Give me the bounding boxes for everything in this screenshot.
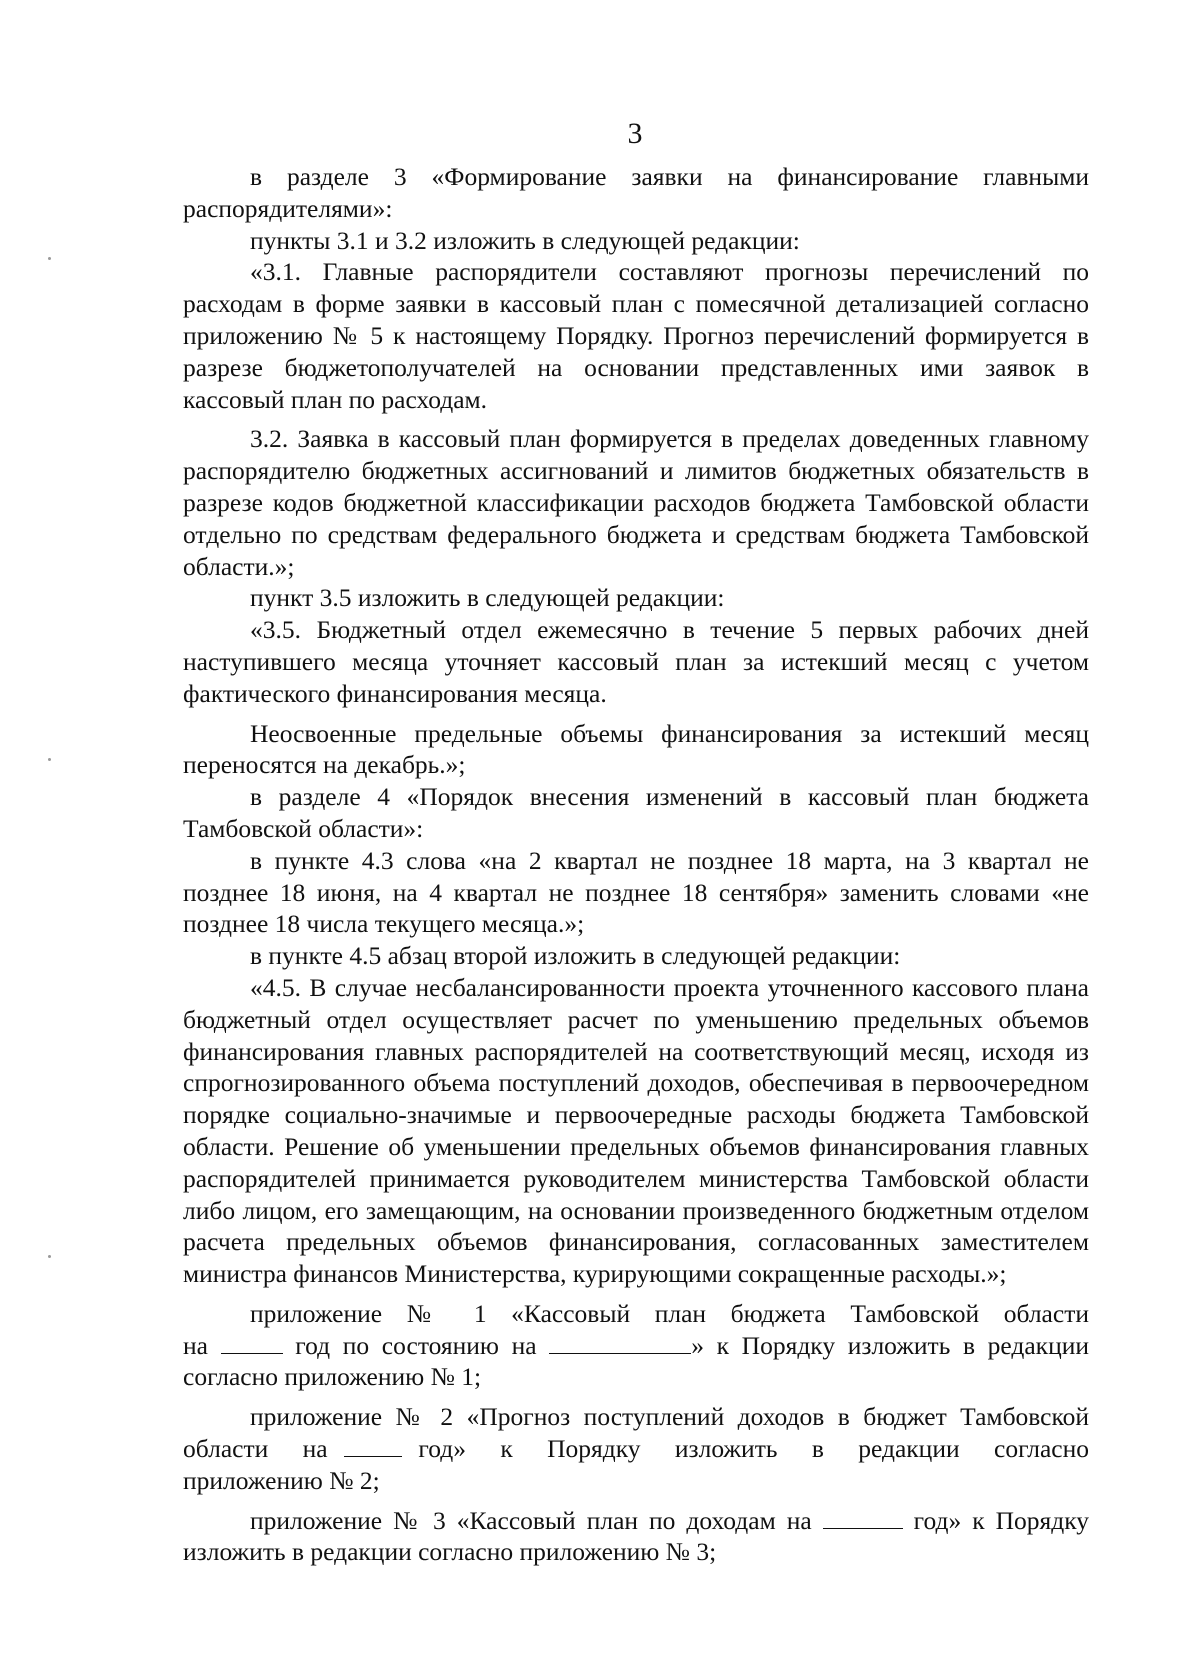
appendix-1-tail: » к Порядку изложить в редакции (691, 1330, 1090, 1360)
paragraph-point-4-3: в пункте 4.3 слова «на 2 квартал не позднее 18 марта, на 3 квартал не позднее 18 июня, на 4 квартал не позднее 18 сентября» заменить словами «не позднее 18 числа текущего месяца.»; (183, 845, 1089, 939)
paragraph-appendix-1 (183, 1298, 1089, 1393)
appendix-3-head: приложение № 3 «Кассовый план по доходам на (250, 1505, 812, 1535)
page-number: 3 (627, 117, 643, 150)
paragraph-section3-intro: в разделе 3 «Формирование заявки на финансирование главными распорядителями»: (183, 162, 1089, 223)
appendix-2-line-1: приложение № 2 «Прогноз поступлений доходов в бюджет Тамбовской (250, 1402, 1089, 1432)
blank-date-field (549, 1331, 691, 1354)
appendix-1-as-of: год по состоянию на (295, 1330, 537, 1360)
appendix-3-line-1 (183, 1505, 1089, 1537)
scan-speck (48, 1255, 51, 1258)
paragraph-3-1: «3.1. Главные распорядители составляют прогнозы перечислений по расходам в форме заявки в кассовый план с помесячной детализацией согласно приложению № 5 к настоящему Порядку. Прогноз перечислений формируется в разрезе бюджетополучателей на основании представленных ими заявок в кассовый план по расходам. (183, 257, 1089, 414)
paragraph-appendix-2 (183, 1401, 1089, 1496)
scan-speck (48, 758, 51, 761)
appendix-1-on: на (183, 1330, 208, 1360)
appendix-1-line-1: приложение № 1 «Кассовый план бюджета Тамбовской области (250, 1298, 1089, 1328)
paragraph-point-3-5-intro: пункт 3.5 изложить в следующей редакции: (250, 583, 725, 613)
appendix-3-line-2: изложить в редакции согласно приложению № 3; (183, 1537, 717, 1567)
appendix-1-line-2 (183, 1330, 1089, 1362)
appendix-1-line-3: согласно приложению № 1; (183, 1362, 482, 1392)
paragraph-section4-intro: в разделе 4 «Порядок внесения изменений в кассовый план бюджета Тамбовской области»: (183, 782, 1089, 843)
appendix-3-tail: год» к Порядку (913, 1505, 1089, 1535)
paragraph-3-2: 3.2. Заявка в кассовый план формируется в пределах доведенных главному распорядителю бюджетных ассигнований и лимитов бюджетных обязательств в разрезе кодов бюджетной классификации расходов бюджета Тамбовской области отдельно по средствам федерального бюджета и средствам бюджета Тамбовской области.»; (183, 424, 1089, 581)
paragraph-appendix-3 (183, 1505, 1089, 1569)
blank-year-field (221, 1331, 283, 1354)
paragraph-3-5: «3.5. Бюджетный отдел ежемесячно в течение 5 первых рабочих дней наступившего месяца уточняет кассовый план за истекший месяц с учетом фактического финансирования месяца. (183, 615, 1089, 708)
document-body (183, 161, 1089, 1568)
paragraph-4-5: «4.5. В случае несбалансированности проекта уточненного кассового плана бюджетный отдел осуществляет расчет по уменьшению предельных объемов финансирования главных распорядителей на соответствующий месяц, исходя из спрогнозированного объема поступлений доходов, обеспечивая в первоочередном порядке социально-значимые и первоочередные расходы бюджета Тамбовской области. Решение об уменьшении предельных объемов финансирования главных распорядителей принимается руководителем министерства Тамбовской области либо лицом, его замещающим, на основании произведенного бюджетным отделом расчета предельных объемов финансирования, согласованных заместителем министра финансов Министерства, курирующими сокращенные расходы.»; (183, 972, 1089, 1289)
appendix-2-tail: год» к Порядку изложить в редакции согласно (418, 1434, 1089, 1464)
scan-speck (48, 257, 51, 260)
blank-year-field (344, 1434, 402, 1457)
appendix-2-region-on: области на (183, 1434, 328, 1464)
paragraph-points-3-1-3-2-intro: пункты 3.1 и 3.2 изложить в следующей редакции: (250, 225, 800, 255)
blank-year-field (823, 1506, 903, 1529)
paragraph-3-5-continued: Неосвоенные предельные объемы финансирования за истекший месяц переносятся на декабрь.»; (183, 718, 1089, 780)
appendix-2-line-2 (183, 1433, 1089, 1465)
paragraph-point-4-5-intro: в пункте 4.5 абзац второй изложить в следующей редакции: (250, 941, 901, 971)
appendix-2-line-3: приложению № 2; (183, 1465, 380, 1495)
